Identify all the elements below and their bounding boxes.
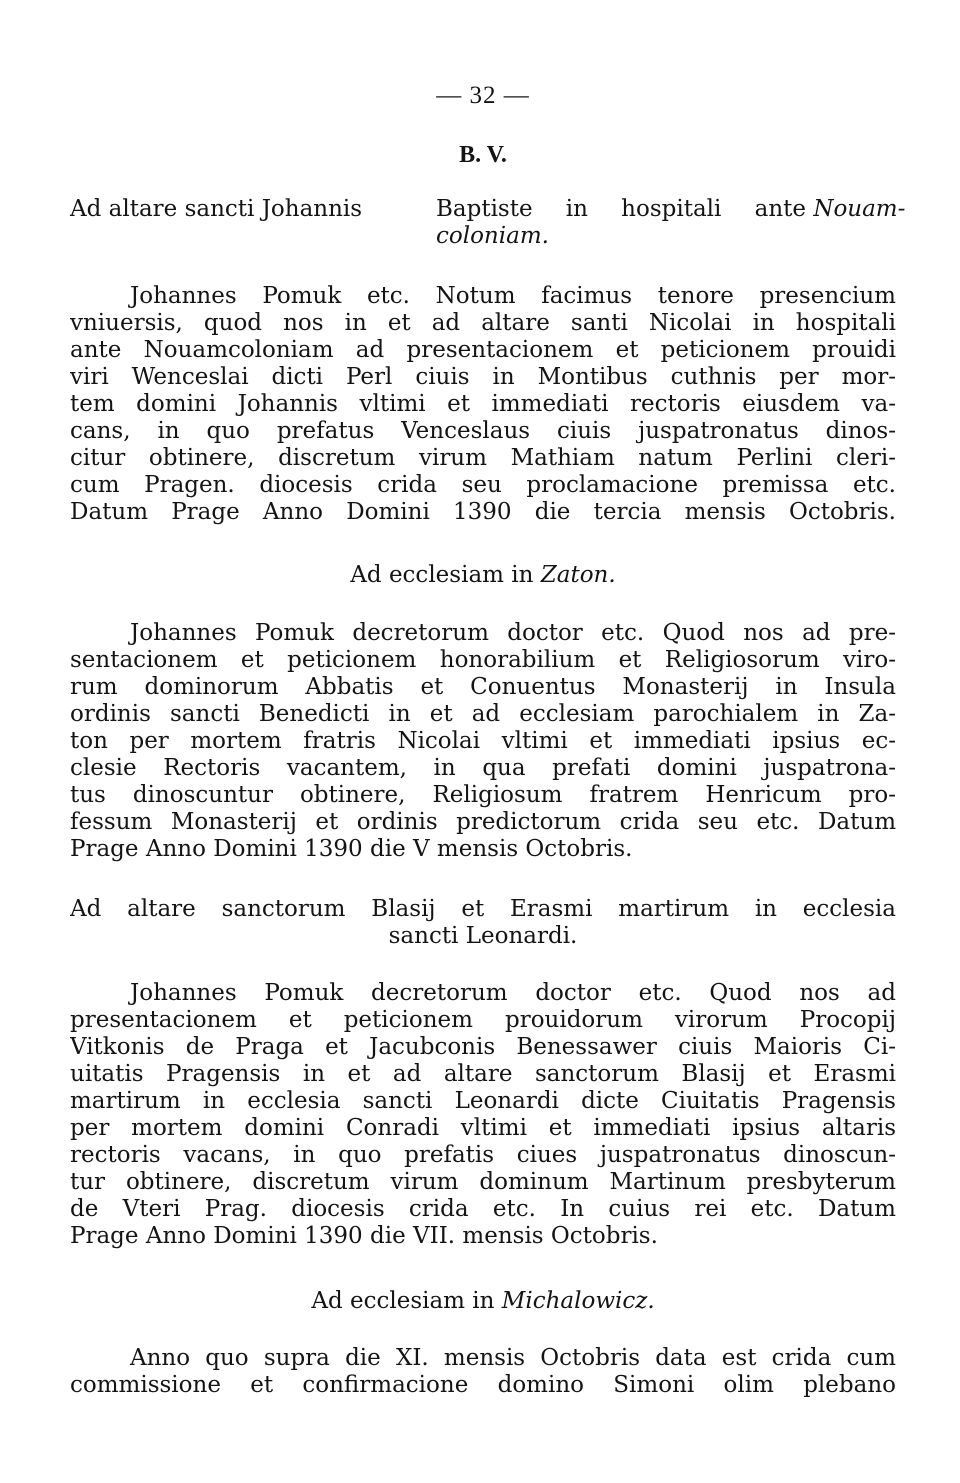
heading-altare-blasij: [70, 896, 896, 950]
paragraph-line: de Vteri Prag. diocesis crida etc. In cuius rei etc. Datum: [70, 1196, 896, 1222]
heading-ecclesia-zaton: [70, 562, 896, 589]
document-page: [70, 0, 906, 1483]
heading4-italic: Michalowicz.: [501, 1288, 655, 1314]
heading2-italic: Zaton.: [540, 562, 616, 588]
heading2-text: Ad ecclesiam in: [350, 562, 534, 588]
paragraph-line: rum dominorum Abbatis et Conuentus Monasterij in Insula: [70, 674, 896, 700]
paragraph-line: ordinis sancti Benedicti in et ad ecclesiam parochialem in Za-: [70, 701, 896, 727]
paragraph-line: Johannes Pomuk etc. Notum facimus tenore presencium: [130, 283, 896, 309]
heading1-line1: Baptiste in hospitali ante: [436, 196, 806, 222]
heading1-line1-italic: Nouam-: [813, 196, 906, 222]
paragraph-line: sentacionem et peticionem honorabilium et Religiosorum viro-: [70, 647, 896, 673]
paragraph-line: cans, in quo prefatus Venceslaus ciuis juspatronatus dinos-: [70, 418, 896, 444]
paragraph-line: citur obtinere, discretum virum Mathiam natum Perlini cleri-: [70, 445, 896, 471]
heading-altare-johannis: [70, 196, 906, 250]
paragraph-line: ton per mortem fratris Nicolai vltimi et immediati ipsius ec-: [70, 728, 896, 754]
paragraph-line: Anno quo supra die XI. mensis Octobris data est crida cum: [130, 1345, 896, 1371]
paragraph-line: Prage Anno Domini 1390 die V mensis Octobris.: [70, 836, 633, 862]
paragraph-line: vniuersis, quod nos in et ad altare santi Nicolai in hospitali: [70, 310, 896, 336]
page-number: — 32 —: [436, 82, 530, 109]
heading-ecclesia-michalowicz: [70, 1288, 896, 1315]
heading3-line2: sancti Leonardi.: [388, 923, 578, 949]
paragraph-line: tem domini Johannis vltimi et immediati rectoris eiusdem va-: [70, 391, 896, 417]
paragraph-line: rectoris vacans, in quo prefatis ciues juspatronatus dinoscun-: [70, 1142, 896, 1168]
paragraph-line: tur obtinere, discretum virum dominum Martinum presbyterum: [70, 1169, 896, 1195]
paragraph-line: martirum in ecclesia sancti Leonardi dicte Ciuitatis Pragensis: [70, 1088, 896, 1114]
heading4-text: Ad ecclesiam in: [311, 1288, 495, 1314]
section-marker: B. V.: [459, 142, 507, 168]
paragraph-line: Datum Prage Anno Domini 1390 die tercia mensis Octobris.: [70, 499, 896, 525]
paragraph-line: ante Nouamcoloniam ad presentacionem et peticionem prouidi: [70, 337, 896, 363]
paragraph-line: viri Wenceslai dicti Perl ciuis in Montibus cuthnis per mor-: [70, 364, 896, 390]
heading1-prefix: Ad altare sancti Johannis: [70, 196, 363, 222]
paragraph-4: [70, 1345, 896, 1399]
heading1-line2-italic: coloniam.: [436, 223, 549, 249]
paragraph-line: tus dinoscuntur obtinere, Religiosum fratrem Henricum pro-: [70, 782, 896, 808]
paragraph-3: [70, 980, 896, 1250]
heading3-line1: Ad altare sanctorum Blasij et Erasmi martirum in ecclesia: [70, 896, 896, 922]
paragraph-line: cum Pragen. diocesis crida seu proclamacione premissa etc.: [70, 472, 896, 498]
paragraph-line: per mortem domini Conradi vltimi et immediati ipsius altaris: [70, 1115, 896, 1141]
paragraph-line: fessum Monasterij et ordinis predictorum crida seu etc. Datum: [70, 809, 896, 835]
paragraph-line: Johannes Pomuk decretorum doctor etc. Quod nos ad: [130, 980, 896, 1006]
paragraph-line: Vitkonis de Praga et Jacubconis Benessawer ciuis Maioris Ci-: [70, 1034, 896, 1060]
paragraph-line: uitatis Pragensis in et ad altare sanctorum Blasij et Erasmi: [70, 1061, 896, 1087]
paragraph-line: Johannes Pomuk decretorum doctor etc. Quod nos ad pre-: [130, 620, 896, 646]
paragraph-line: Prage Anno Domini 1390 die VII. mensis Octobris.: [70, 1223, 658, 1249]
paragraph-2: [70, 620, 896, 863]
paragraph-line: presentacionem et peticionem prouidorum virorum Procopij: [70, 1007, 896, 1033]
paragraph-line: clesie Rectoris vacantem, in qua prefati domini juspatrona-: [70, 755, 896, 781]
paragraph-line: commissione et confirmacione domino Simoni olim plebano: [70, 1372, 896, 1398]
paragraph-1: [70, 283, 896, 526]
